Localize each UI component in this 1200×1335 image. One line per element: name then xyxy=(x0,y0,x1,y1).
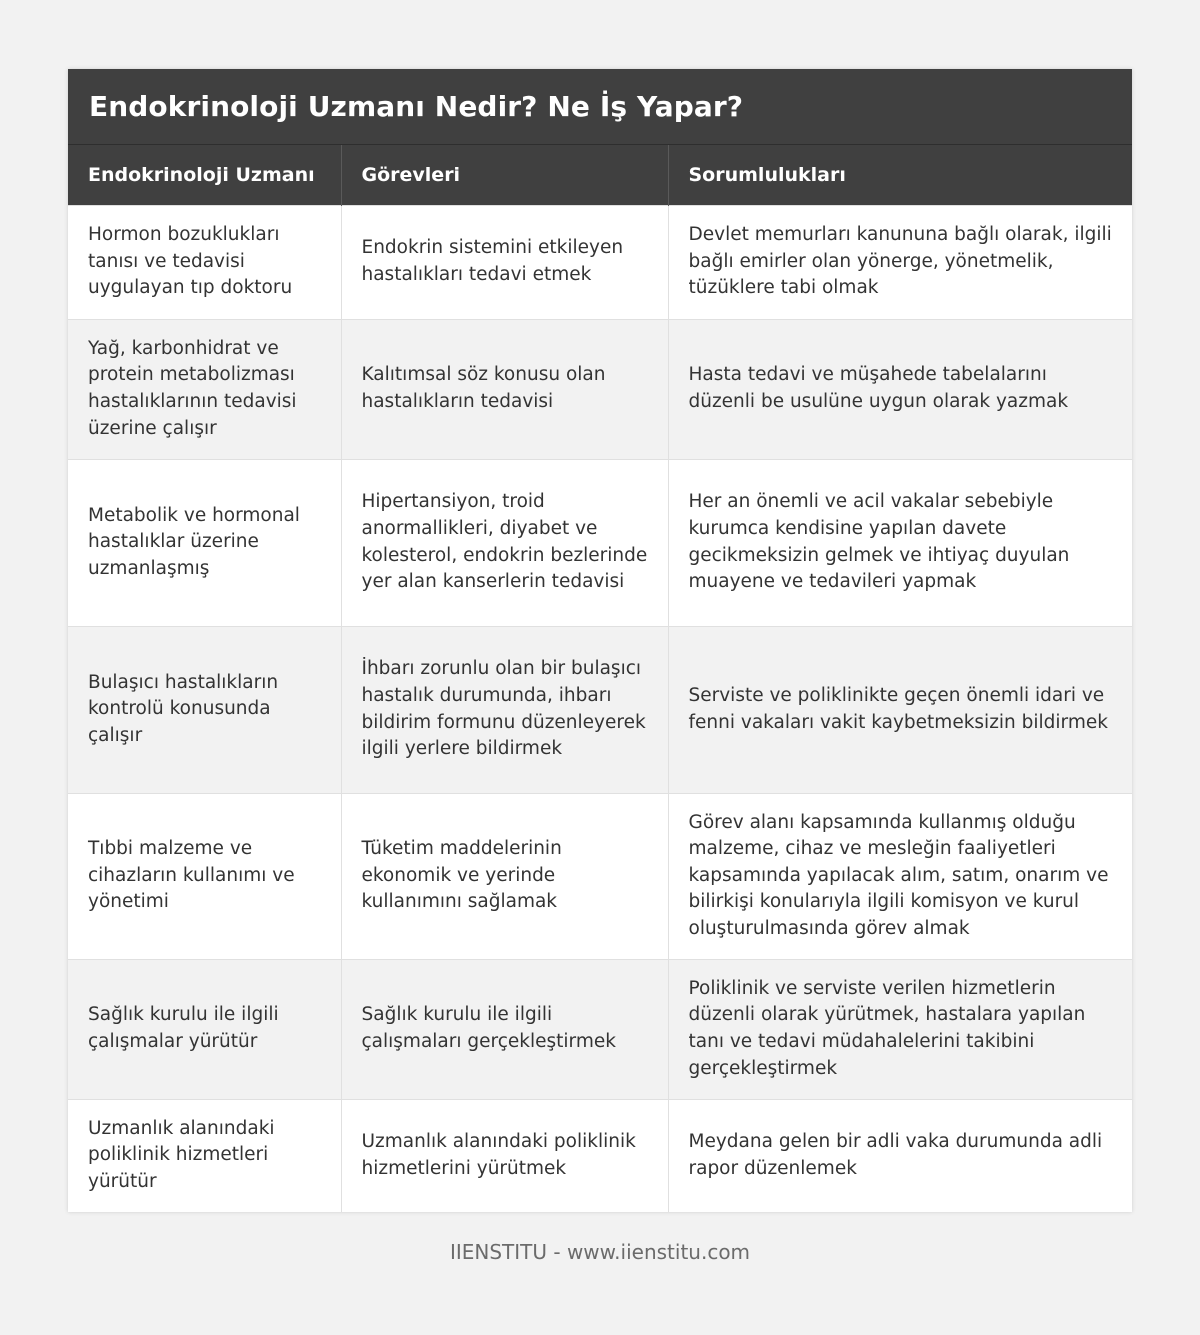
column-header-duties: Görevleri xyxy=(341,145,668,205)
title-bar xyxy=(68,69,1132,145)
table-cell: Tıbbi malzeme ve cihazların kullanımı ve yönetimi xyxy=(68,793,341,959)
table-cell: Meydana gelen bir adli vaka durumunda adli rapor düzenlemek xyxy=(668,1099,1132,1212)
table-row xyxy=(68,793,1132,959)
table-cell: Sağlık kurulu ile ilgili çalışmalar yürütür xyxy=(68,959,341,1099)
table-cell: Görev alanı kapsamında kullanmış olduğu malzeme, cihaz ve mesleğin faaliyetleri kapsamında yapılacak alım, satım, onarım ve bilirkişi konularıyla ilgili komisyon ve kurul oluşturulmasında görev almak xyxy=(668,793,1132,959)
table-cell: Poliklinik ve serviste verilen hizmetlerin düzenli olarak yürütmek, hastalara yapılan tanı ve tedavi müdahalelerini takibini gerçekleştirmek xyxy=(668,959,1132,1099)
table-row xyxy=(68,1099,1132,1212)
table-header-row xyxy=(68,145,1132,205)
table-cell: Her an önemli ve acil vakalar sebebiyle kurumca kendisine yapılan davete gecikmeksizin gelmek ve ihtiyaç duyulan muayene ve tedavileri yapmak xyxy=(668,459,1132,626)
table-cell: Hasta tedavi ve müşahede tabelalarını düzenli be usulüne uygun olarak yazmak xyxy=(668,319,1132,459)
table-cell: Bulaşıcı hastalıkların kontrolü konusunda çalışır xyxy=(68,626,341,793)
table-cell: Hipertansiyon, troid anormallikleri, diyabet ve kolesterol, endokrin bezlerinde yer alan kanserlerin tedavisi xyxy=(341,459,668,626)
table-cell: Serviste ve poliklinikte geçen önemli idari ve fenni vakaları vakit kaybetmeksizin bildirmek xyxy=(668,626,1132,793)
table-row xyxy=(68,959,1132,1099)
table-cell: Kalıtımsal söz konusu olan hastalıkların tedavisi xyxy=(341,319,668,459)
table-cell: Uzmanlık alanındaki poliklinik hizmetlerini yürütmek xyxy=(341,1099,668,1212)
table-cell: Endokrin sistemini etkileyen hastalıkları tedavi etmek xyxy=(341,205,668,319)
column-header-specialist: Endokrinoloji Uzmanı xyxy=(68,145,341,205)
table-row xyxy=(68,626,1132,793)
table-cell: Sağlık kurulu ile ilgili çalışmaları gerçekleştirmek xyxy=(341,959,668,1099)
table-row xyxy=(68,459,1132,626)
info-table xyxy=(68,145,1132,1212)
table-cell: İhbarı zorunlu olan bir bulaşıcı hastalık durumunda, ihbarı bildirim formunu düzenleyerek ilgili yerlere bildirmek xyxy=(341,626,668,793)
table-cell: Yağ, karbonhidrat ve protein metabolizması hastalıklarının tedavisi üzerine çalışır xyxy=(68,319,341,459)
page-title: Endokrinoloji Uzmanı Nedir? Ne İş Yapar? xyxy=(89,90,744,123)
footer-credit: IIENSTITU - www.iienstitu.com xyxy=(449,1240,751,1264)
table-cell: Devlet memurları kanununa bağlı olarak, ilgili bağlı emirler olan yönerge, yönetmelik, tüzüklere tabi olmak xyxy=(668,205,1132,319)
table-row xyxy=(68,205,1132,319)
table-row xyxy=(68,319,1132,459)
table-cell: Hormon bozuklukları tanısı ve tedavisi uygulayan tıp doktoru xyxy=(68,205,341,319)
info-table-card xyxy=(68,69,1132,1212)
table-cell: Uzmanlık alanındaki poliklinik hizmetleri yürütür xyxy=(68,1099,341,1212)
column-header-responsibilities: Sorumlulukları xyxy=(668,145,1132,205)
table-cell: Tüketim maddelerinin ekonomik ve yerinde kullanımını sağlamak xyxy=(341,793,668,959)
table-cell: Metabolik ve hormonal hastalıklar üzerine uzmanlaşmış xyxy=(68,459,341,626)
